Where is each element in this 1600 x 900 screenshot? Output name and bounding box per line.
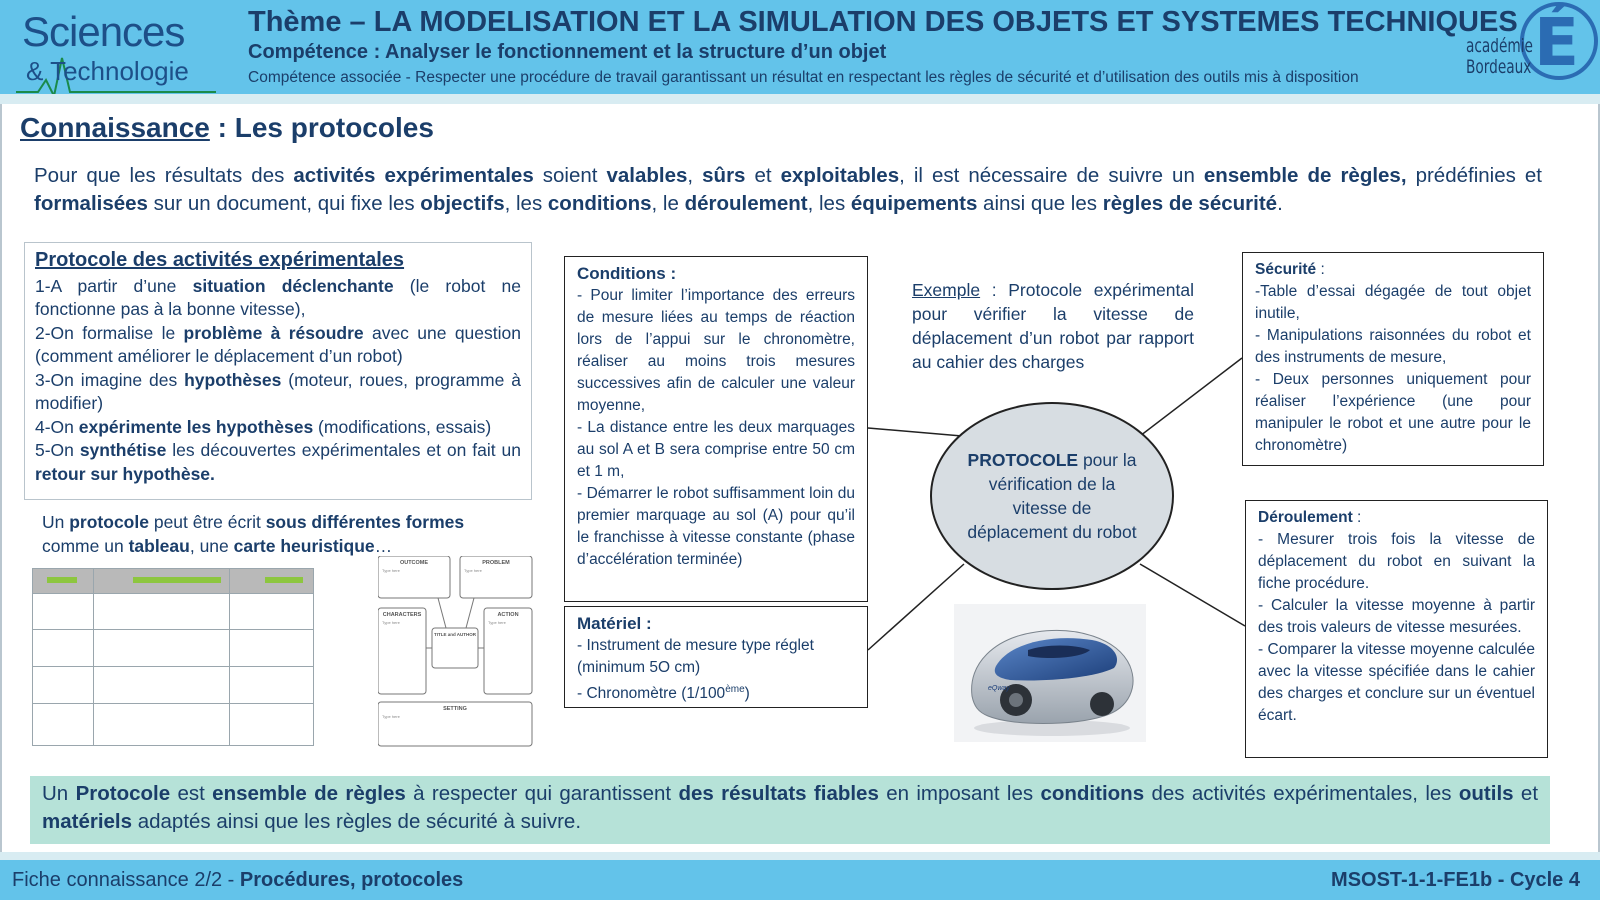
mindmap-setting-label: SETTING	[443, 706, 467, 712]
footer-strip	[0, 852, 1600, 860]
conditions-title: Conditions :	[577, 264, 677, 283]
page-title	[20, 112, 434, 144]
forms-paragraph: Un protocole peut être écrit sous différentes formes comme un tableau, une carte heuristique…	[42, 512, 465, 556]
footer-reference: MSOST-1-1-FE1b - Cycle 4	[1331, 869, 1580, 891]
example-text: Exemple : Protocole expérimental pour vérifier la vitesse de déplacement d’un robot par rapport au cahier des charges	[912, 280, 1194, 372]
theme-title: Thème – LA MODELISATION ET LA SIMULATION DES OBJETS ET SYSTEMES TECHNIQUES	[248, 6, 1518, 38]
materiel-item: - Instrument de mesure type réglet (minimum 5O cm)	[577, 637, 814, 676]
table-divider	[33, 666, 313, 667]
academie-line1: académie	[1466, 35, 1533, 57]
table-divider	[229, 569, 230, 745]
deroulement-title: Déroulement :	[1258, 509, 1362, 526]
mindmap-outcome-label: OUTCOME	[399, 560, 429, 566]
competence-text: Compétence : Analyser le fonctionnement et la structure d’un objet	[248, 41, 887, 63]
academie-bordeaux-logo	[1462, 2, 1598, 106]
securite-item: - Manipulations raisonnées du robot et des instruments de mesure,	[1255, 327, 1531, 366]
summary-box: Un Protocole est ensemble de règles à respecter qui garantissent des résultats fiables en imposant les conditions des activités expérimentales, les outils et matériels adaptés ainsi que les règles de sécurité à suivre.	[30, 776, 1550, 844]
academie-line2: Bordeaux	[1466, 56, 1532, 78]
table-divider	[93, 569, 94, 745]
robot-image	[954, 604, 1146, 742]
securite-item: -Table d’essai dégagée de tout objet inutile,	[1255, 283, 1531, 322]
mindmap-problem-label: PROBLEM	[482, 560, 510, 566]
table-illustration	[32, 568, 314, 746]
mindmap-characters-label: CHARACTERS	[382, 612, 422, 618]
protocol-step-4: 4-On expérimente les hypothèses (modifications, essais)	[35, 416, 492, 437]
table-header-text-2	[133, 577, 221, 583]
mindmap-type-here: Type here	[464, 568, 482, 573]
deroulement-item: - Mesurer trois fois la vitesse de déplacement du robot en suivant la fiche procédure.	[1258, 531, 1535, 592]
mindmap-type-here: Type here	[382, 568, 400, 573]
footer-bar	[0, 860, 1600, 900]
protocol-step-5: 5-On synthétise les découvertes expérimentales et on fait un retour sur hypothèse.	[35, 440, 521, 484]
materiel-item: - Chronomètre (1/100ème)	[577, 684, 750, 703]
materiel-title: Matériel :	[577, 614, 652, 633]
footer-fiche-label: Fiche connaissance 2/2 - Procédures, protocoles	[12, 869, 464, 891]
protocol-center-text: PROTOCOLE pour la vérification de la vitesse de déplacement du robot	[967, 450, 1137, 542]
conditions-box	[564, 256, 868, 602]
mindmap-type-here: Type here	[382, 714, 400, 719]
conditions-item: - La distance entre les deux marquages au sol A et B sera comprise entre 50 cm et 1 m,	[577, 419, 855, 480]
deroulement-item: - Comparer la vitesse moyenne calculée avec la vitesse spécifiée dans le cahier des charges et conclure sur un éventuel écart.	[1258, 641, 1535, 724]
mindmap-type-here: Type here	[488, 620, 506, 625]
securite-box	[1242, 252, 1544, 466]
mindmap-illustration	[378, 556, 538, 750]
table-divider	[33, 629, 313, 630]
table-illustration-header	[33, 569, 313, 594]
deroulement-box	[1245, 500, 1548, 758]
logo-technologie-text: & Technologie	[26, 56, 189, 86]
academie-text	[1466, 36, 1533, 78]
mindmap-title-author-label: TITLE and AUTHOR	[433, 632, 477, 637]
protocol-step-1: 1-A partir d’une situation déclenchante (le robot ne fonctionne pas à la bonne vitesse),	[35, 275, 521, 319]
page-title-underlined: Connaissance	[20, 112, 210, 143]
conditions-item: - Pour limiter l’importance des erreurs de mesure liées au temps de réaction lors de l’appui sur le chronomètre, réaliser au moins trois mesures successives afin de calculer une valeur moyenne,	[577, 287, 855, 414]
protocol-steps-title: Protocole des activités expérimentales	[35, 249, 405, 271]
conditions-item: - Démarrer le robot suffisamment loin du premier marquage au sol (A) pour qu’il le franchisse à vitesse constante (phase d’accélération terminée)	[577, 485, 855, 568]
mindmap-type-here: Type here	[382, 620, 400, 625]
competence-associee-text: Compétence associée - Respecter une procédure de travail garantissant un résultat en respectant les règles de sécurité et d’utilisation des outils mis à disposition	[248, 69, 1359, 86]
protocol-center-node	[930, 402, 1174, 590]
logo-sciences-text: Sciences	[22, 8, 185, 55]
materiel-box	[564, 606, 868, 708]
robot-brand-label: eQway	[988, 685, 1010, 692]
protocol-step-3: 3-On imagine des hypothèses (moteur, roues, programme à modifier)	[35, 369, 521, 413]
table-header-text-1	[47, 577, 77, 583]
header-banner	[0, 0, 1600, 94]
intro-paragraph: Pour que les résultats des activités expérimentales soient valables, sûrs et exploitables, il est nécessaire de suivre un ensemble de règles, prédéfinies et formalisées sur un document, qui fixe les objectifs, les conditions, le déroulement, les équipements ainsi que les règles de sécurité.	[34, 164, 1542, 215]
protocol-step-2: 2-On formalise le problème à résoudre avec une question (comment améliorer le déplacement d’un robot)	[35, 322, 521, 366]
sciences-technologie-logo	[16, 8, 216, 94]
academie-e-letter: É	[1534, 4, 1580, 81]
securite-item: - Deux personnes uniquement pour réaliser l’expérience (une pour manipuler le robot et une autre pour le chronomètre)	[1255, 371, 1531, 454]
page-title-rest: : Les protocoles	[209, 112, 434, 143]
mindmap-action-label: ACTION	[497, 612, 519, 618]
securite-title: Sécurité :	[1255, 261, 1325, 278]
protocol-steps-box	[24, 242, 532, 500]
deroulement-item: - Calculer la vitesse moyenne à partir des trois valeurs de vitesse mesurées.	[1258, 597, 1535, 636]
header-strip	[0, 94, 1600, 104]
table-header-text-3	[265, 577, 303, 583]
table-divider	[33, 703, 313, 704]
